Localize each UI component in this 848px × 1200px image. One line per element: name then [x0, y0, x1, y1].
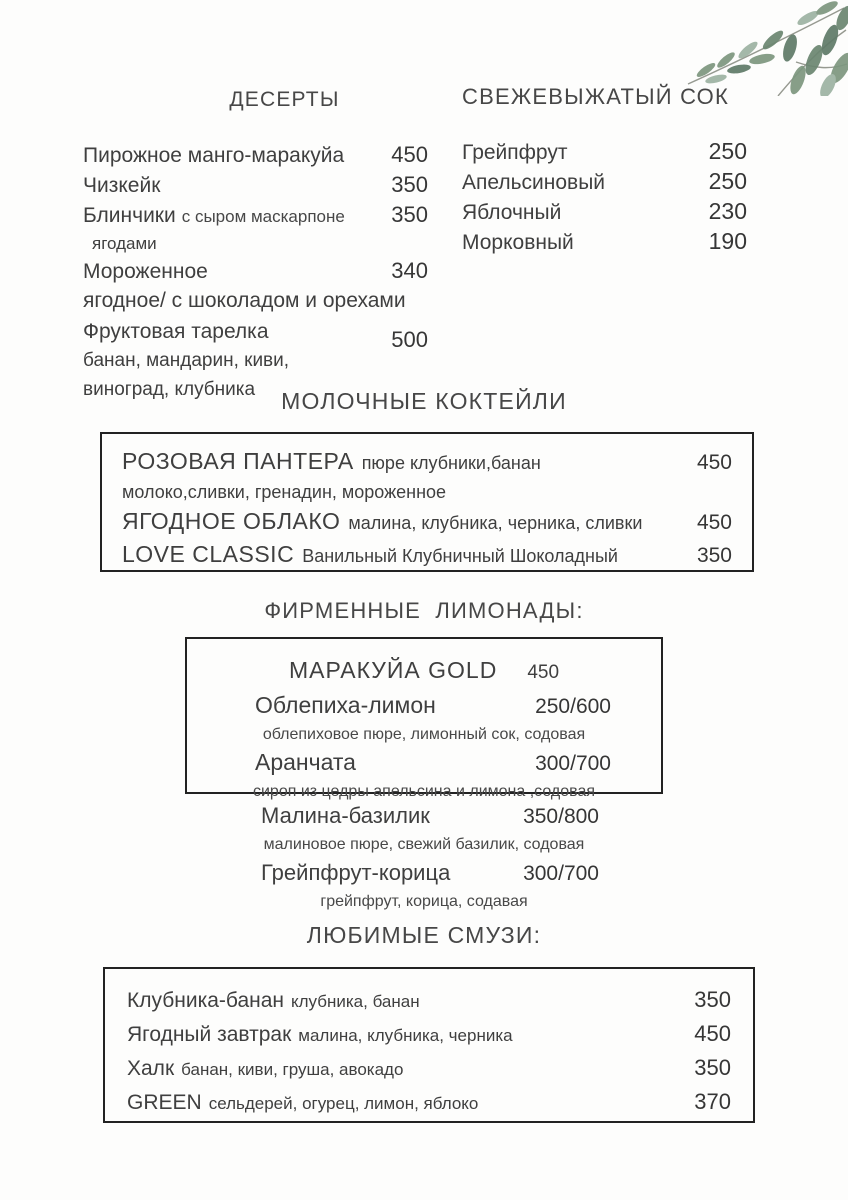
item-name: Грейпфрут — [462, 141, 568, 164]
item-name: ЯГОДНОЕ ОБЛАКО — [122, 508, 341, 534]
item-name: Облепиха-лимон — [255, 692, 436, 718]
item-name: Ягодный завтрак — [127, 1023, 292, 1046]
item-name: Халк — [127, 1057, 175, 1080]
menu-item — [127, 1052, 731, 1086]
item-name: Грейпфрут-корица — [261, 860, 451, 885]
item-desc: малина, клубника, черника — [298, 1026, 513, 1045]
menu-item — [462, 227, 747, 257]
menu-item — [462, 197, 747, 227]
item-price: 350 — [391, 202, 428, 227]
item-name: РОЗОВАЯ ПАНТЕРА — [122, 448, 354, 474]
item-name: Морковный — [462, 231, 574, 254]
item-price: 300/700 — [535, 752, 611, 775]
item-desc: облепиховое пюре, лимонный сок, содовая — [262, 726, 586, 743]
menu-item — [83, 170, 428, 200]
item-name: Аранчата — [255, 749, 356, 775]
item-name: LOVE CLASSIC — [122, 541, 295, 567]
lemonades-section — [185, 637, 663, 800]
item-price: 450 — [696, 451, 732, 474]
smoothies-section — [103, 967, 755, 1123]
item-name: Яблочный — [462, 201, 562, 224]
smoothies-title: ЛЮБИМЫЕ СМУЗИ: — [306, 922, 542, 948]
item-desc: сельдерей, огурец, лимон, яблоко — [208, 1094, 479, 1113]
menu-item — [187, 746, 661, 780]
item-price: 450 — [696, 511, 732, 534]
item-name: Клубника-банан — [127, 989, 284, 1012]
item-desc: малиновое пюре, свежий базилик, содовая — [263, 836, 585, 853]
item-desc: Ванильный Клубничный Шоколадный — [302, 546, 618, 566]
item-price: 350 — [694, 1055, 731, 1080]
item-price: 300/700 — [523, 862, 599, 885]
menu-item — [122, 446, 732, 479]
milkshakes-title: МОЛОЧНЫЕ КОКТЕЙЛИ — [281, 388, 567, 414]
juices-section — [462, 84, 747, 257]
menu-item — [127, 1018, 731, 1052]
item-price: 370 — [694, 1089, 731, 1114]
item-price: 350/800 — [523, 805, 599, 828]
lemonades-title: ФИРМЕННЫЕ ЛИМОНАДЫ: — [264, 598, 584, 623]
menu-item — [187, 689, 661, 723]
item-name: Пирожное манго-маракуйа — [83, 144, 345, 167]
menu-item — [462, 137, 747, 167]
item-price: 230 — [708, 198, 747, 224]
menu-item — [83, 256, 428, 286]
menu-item — [83, 140, 428, 170]
item-price: 450 — [527, 662, 560, 683]
menu-item — [127, 984, 731, 1018]
menu-item — [127, 1086, 731, 1120]
item-price: 450 — [694, 1021, 731, 1046]
item-desc: малина, клубника, черника, сливки — [348, 513, 643, 533]
item-price: 450 — [391, 142, 428, 167]
milkshakes-section — [100, 432, 754, 572]
item-desc: виноград, клубника — [83, 379, 256, 400]
desserts-section — [83, 88, 428, 404]
leaf-branch-decor — [678, 0, 848, 96]
item-desc: с сыром маскарпоне — [181, 207, 345, 226]
item-desc: банан, мандарин, киви, — [83, 350, 290, 371]
item-price: 350 — [694, 987, 731, 1012]
item-desc: молоко,сливки, гренадин, мороженное — [122, 482, 447, 502]
item-desc: клубника, банан — [291, 992, 420, 1011]
menu-item — [122, 506, 732, 539]
item-desc: ягодами — [92, 234, 157, 253]
item-desc: пюре клубники,банан — [361, 453, 541, 473]
menu-item — [83, 200, 428, 231]
item-price: 190 — [708, 228, 747, 254]
menu-item — [83, 316, 428, 352]
item-price: 250 — [708, 168, 747, 194]
item-desc: банан, киви, груша, авокадо — [181, 1060, 404, 1079]
juices-title: СВЕЖЕВЫЖАТЫЙ СОК — [462, 84, 730, 109]
item-desc: грейпфрут, корица, содавая — [320, 893, 528, 910]
menu-item — [185, 857, 663, 889]
item-desc: ягодное/ с шоколадом и орехами — [83, 289, 406, 312]
item-price: 500 — [391, 327, 428, 352]
item-price: 350 — [696, 544, 732, 567]
item-desc: сироп из цедры апельсина и лимона ,содовая — [252, 783, 595, 800]
menu-item — [462, 167, 747, 197]
item-name: Мороженное — [83, 260, 208, 283]
item-name: Фруктовая тарелка — [83, 320, 269, 343]
item-price: 250/600 — [535, 695, 611, 718]
menu-item — [187, 654, 661, 689]
item-name: GREEN — [127, 1091, 202, 1114]
item-name: Чизкейк — [83, 174, 161, 197]
item-name: Апельсиновый — [462, 171, 606, 194]
menu-item — [122, 539, 732, 572]
item-name: Малина-базилик — [261, 803, 430, 828]
item-price: 350 — [391, 172, 428, 197]
item-name: Блинчики — [83, 204, 176, 227]
item-price: 250 — [708, 138, 747, 164]
lemonades-extra-items — [185, 800, 663, 914]
item-price: 340 — [391, 258, 428, 283]
menu-item — [185, 800, 663, 832]
item-name: МАРАКУЙА GOLD — [288, 657, 498, 683]
desserts-title: ДЕСЕРТЫ — [229, 88, 340, 111]
